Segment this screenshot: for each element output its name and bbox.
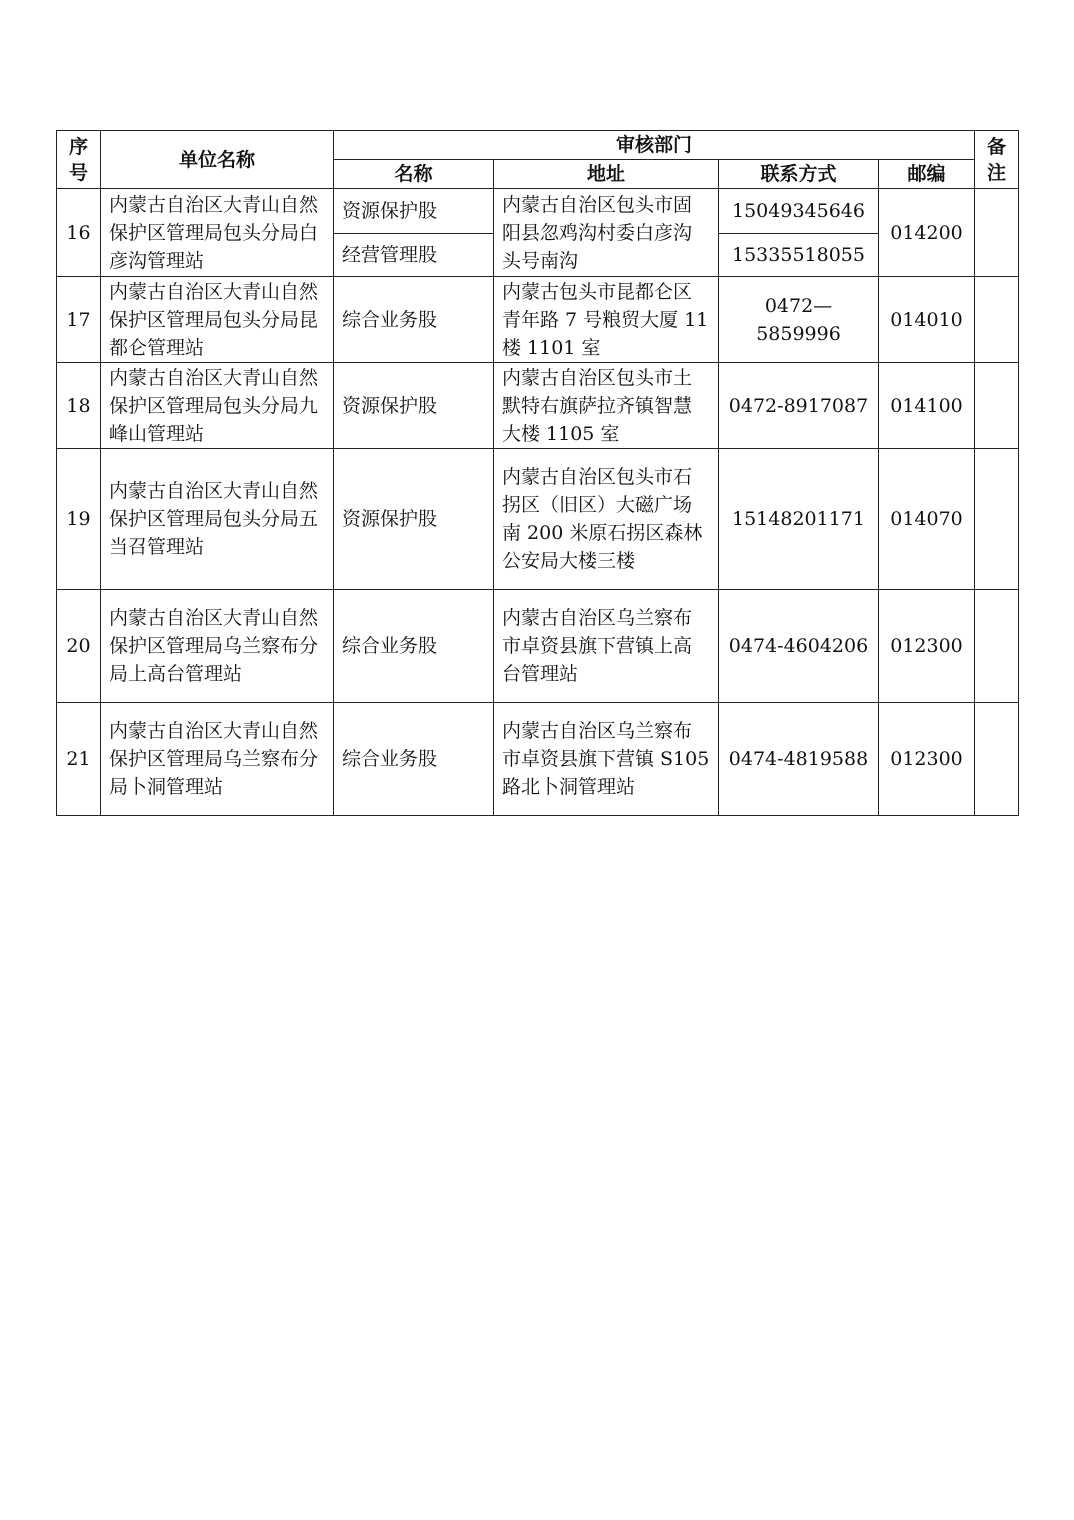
row-dept-name: 资源保护股 [334,189,494,234]
row-address: 内蒙古包头市昆都仑区青年路 7 号粮贸大厦 11 楼 1101 室 [494,277,719,363]
table-row [57,189,1019,234]
row-remark [975,449,1019,590]
row-address: 内蒙古自治区乌兰察布市卓资县旗下营镇 S105 路北卜洞管理站 [494,703,719,816]
row-contact: 0474-4604206 [719,590,879,703]
header-dept-name: 名称 [334,160,494,189]
row-seq: 20 [57,590,101,703]
header-unit-name: 单位名称 [101,131,334,189]
row-remark [975,277,1019,363]
row-postcode: 014200 [879,189,975,277]
row-seq: 19 [57,449,101,590]
row-remark [975,363,1019,449]
row-postcode: 014010 [879,277,975,363]
row-contact: 0474-4819588 [719,703,879,816]
row-unit-name: 内蒙古自治区大青山自然保护区管理局乌兰察布分局卜洞管理站 [101,703,334,816]
table-row [57,449,1019,590]
table-row [57,363,1019,449]
audit-department-table [56,130,1019,816]
row-unit-name: 内蒙古自治区大青山自然保护区管理局乌兰察布分局上高台管理站 [101,590,334,703]
table-row [57,590,1019,703]
row-postcode: 014070 [879,449,975,590]
row-remark [975,590,1019,703]
row-contact: 15335518055 [719,234,879,277]
row-contact: 15049345646 [719,189,879,234]
row-address: 内蒙古自治区包头市固阳县忽鸡沟村委白彦沟头号南沟 [494,189,719,277]
header-postcode: 邮编 [879,160,975,189]
row-address: 内蒙古自治区包头市石拐区（旧区）大磁广场南 200 米原石拐区森林公安局大楼三楼 [494,449,719,590]
row-unit-name: 内蒙古自治区大青山自然保护区管理局包头分局九峰山管理站 [101,363,334,449]
header-audit-department: 审核部门 [334,131,975,160]
row-postcode: 014100 [879,363,975,449]
row-dept-name: 资源保护股 [334,363,494,449]
header-remark: 备注 [975,131,1019,189]
row-contact: 0472-8917087 [719,363,879,449]
row-postcode: 012300 [879,590,975,703]
row-unit-name: 内蒙古自治区大青山自然保护区管理局包头分局白彦沟管理站 [101,189,334,277]
row-address: 内蒙古自治区乌兰察布市卓资县旗下营镇上高台管理站 [494,590,719,703]
row-seq: 18 [57,363,101,449]
row-dept-name: 综合业务股 [334,590,494,703]
row-postcode: 012300 [879,703,975,816]
row-remark [975,189,1019,277]
table-row [57,277,1019,363]
row-contact: 0472—5859996 [719,277,879,363]
header-address: 地址 [494,160,719,189]
header-contact: 联系方式 [719,160,879,189]
row-contact: 15148201171 [719,449,879,590]
row-remark [975,703,1019,816]
row-dept-name: 综合业务股 [334,277,494,363]
row-seq: 21 [57,703,101,816]
row-seq: 16 [57,189,101,277]
header-seq: 序号 [57,131,101,189]
row-unit-name: 内蒙古自治区大青山自然保护区管理局包头分局昆都仑管理站 [101,277,334,363]
table-row [57,703,1019,816]
row-address: 内蒙古自治区包头市土默特右旗萨拉齐镇智慧大楼 1105 室 [494,363,719,449]
row-dept-name: 资源保护股 [334,449,494,590]
row-dept-name: 综合业务股 [334,703,494,816]
row-dept-name: 经营管理股 [334,234,494,277]
row-unit-name: 内蒙古自治区大青山自然保护区管理局包头分局五当召管理站 [101,449,334,590]
row-seq: 17 [57,277,101,363]
